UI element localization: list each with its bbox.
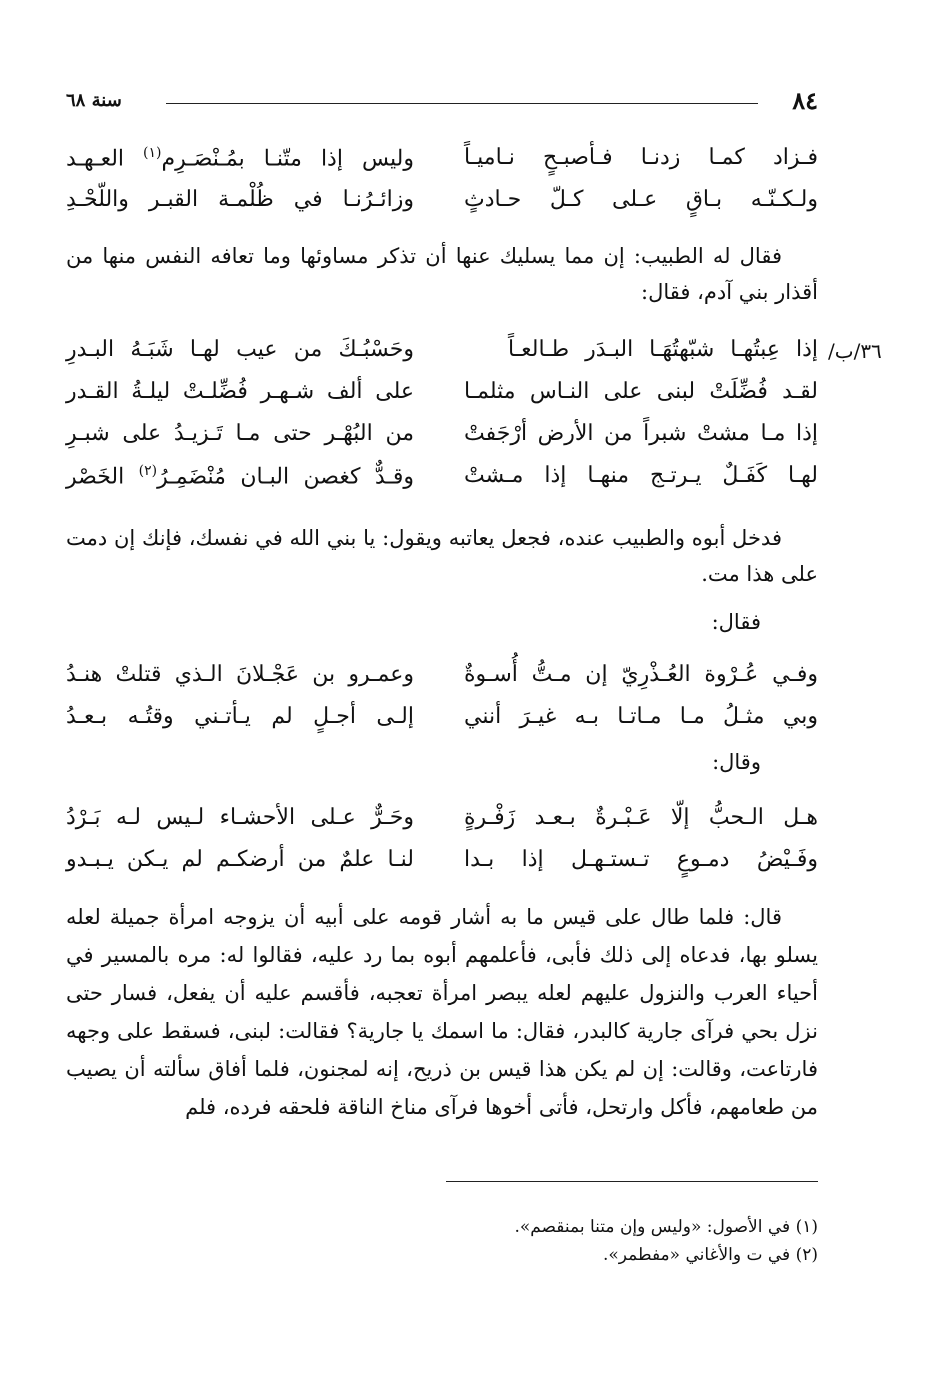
verse-line: [66, 463, 818, 505]
verse-second-hemistich: وزائـرُنـا في ظُلْمـة القبـر واللّحْـدِ: [66, 187, 414, 212]
verse-second-hemistich: وليس إذا متّنـا بمُـنْصَـرِم$^{(١)}$ العـهـد: [66, 145, 414, 172]
verse-first-hemistich: إذا عِبتُهـا شبّهتُهَـا البـدَر طـالعـاً: [508, 337, 818, 362]
footnote-2: (٢) في ت والأغاني «مفطمر».: [603, 1245, 818, 1265]
verse-second-hemistich: وحَسْبُـكَ من عيب لهـا شَبَـهُ البـدرِ: [66, 337, 414, 362]
footnote-1: (١) في الأصول: «وليس وإن متنا بمنقصم».: [514, 1217, 818, 1237]
verse-second-hemistich: لنـا علمٌ من أرضكـم لم يـكن يـبـدو: [66, 847, 414, 872]
verse-first-hemistich: وفَـيْضُ دمـوعٍ تـستـهـل إذا بـدا: [464, 847, 818, 872]
verse-second-hemistich: وقـدٌّ كغصن البـان مُنْضَمِـرُ$^{(٢)}$ الخَصْر: [66, 463, 414, 490]
verse-group-4: [66, 805, 818, 889]
verse-first-hemistich: لهـا كَفَـلٌ يـرتـج منهـا إذا مـشتْ: [464, 463, 818, 488]
year-label: سنة ٦٨: [66, 90, 122, 111]
verse-group-1: [66, 145, 818, 229]
verse-first-hemistich: ولـكـنّـه بـاقٍ عـلى كـلّ حـادثٍ: [464, 187, 818, 212]
label-waqal: وقال:: [712, 750, 761, 774]
verse-first-hemistich: وبي مثـلُ مـا مـاتـا بـه غيـرَ أنني: [464, 704, 818, 729]
verse-second-hemistich: إلـى أجـلٍ لم يـأتـني وقتُـه بـعـدُ: [66, 704, 414, 729]
verse-line: [66, 847, 818, 889]
verse-second-hemistich: على ألف شـهـر فُضِّلـتْ ليلـةُ القـدر: [66, 379, 414, 404]
verse-group-3: [66, 662, 818, 746]
verse-second-hemistich: وحَـرٌّ عـلى الأحشـاء لـيس لـه بَـرْدُ: [66, 805, 414, 830]
verse-line: [66, 421, 818, 463]
paragraph-2: فدخل أبوه والطبيب عنده، فجعل يعاتبه ويقول: يا بني الله في نفسك، فإنك إن دمت على هذا مت.: [66, 526, 818, 586]
header-rule: [166, 103, 758, 104]
verse-first-hemistich: فـزاد كمـا زدنـا فـأصبـحٍ نـاميـاً: [464, 145, 818, 170]
verse-first-hemistich: وفـي عُـرْوة العُـذْرِيّ إن مـتُّ أُسـوةٌ: [464, 662, 818, 687]
verse-line: [66, 187, 818, 229]
verse-first-hemistich: إذا مـا مشتْ شبراً من الأرض أرْجَفتْ: [464, 421, 818, 446]
verse-line: [66, 704, 818, 746]
verse-group-2: [66, 337, 882, 505]
verse-line: [66, 379, 818, 421]
verse-second-hemistich: وعمـرو بن عَجْـلانَ الـذي قتلتْ هنـدُ: [66, 662, 414, 687]
verse-line: [66, 337, 818, 379]
verse-line: [66, 805, 818, 847]
label-faqal: فقال:: [711, 610, 761, 634]
footnote-ref: (٢): [138, 463, 158, 479]
verse-second-hemistich: من البُهْـر حتى مـا تَـزيـدُ على شبـرِ: [66, 421, 414, 446]
footnote-ref: (١): [143, 145, 162, 161]
manuscript-folio-ref: ٣٦/ب/: [828, 339, 882, 363]
paragraph-3: قال: فلما طال على قيس ما به أشار قومه على أبيه أن يزوجه امرأة جميلة لعله يسلو بها، فدعاه إلى ذلك فأبى، فأعلمهم أبوه بما رد عليه، فقالوا له: مره بالمسير في أحياء العرب والنزول عليهم لعله يبصر امرأة تعجبه، فأقسم عليه أن يفعل، فسار حتى نزل بحي فرآى جارية كالبدر، فقال: ما اسمك يا جارية؟ فقالت: لبنى، فسقط على وجهه فارتاعت، وقالت: إن لم يكن هذا قيس بن ذريح، إنه لمجنون، فلما أفاق سألته أن يصيب من طعامهم، فأكل وارتحل، فأتى أخوها فرآى مناخ الناقة فلحقه فرده، فلم: [66, 905, 818, 1119]
footnotes: [118, 1213, 818, 1269]
verse-first-hemistich: لقـد فُضِّلَتْ لبنى على النـاس مثلمـا: [464, 379, 818, 404]
verse-line: [66, 145, 818, 187]
footnote-rule: [446, 1181, 818, 1182]
paragraph-1: فقال له الطبيب: إن مما يسليك عنها أن تذكر مساوئها وما تعافه النفس منها من أقذار بني آدم، فقال:: [66, 244, 818, 304]
page-number: ٨٤: [792, 86, 818, 115]
verse-line: [66, 662, 818, 704]
page-header: [66, 86, 818, 116]
verse-first-hemistich: هـل الـحبُّ إلّا عَـبْـرةٌ بـعـد زَفْـرةٍ: [464, 805, 818, 830]
